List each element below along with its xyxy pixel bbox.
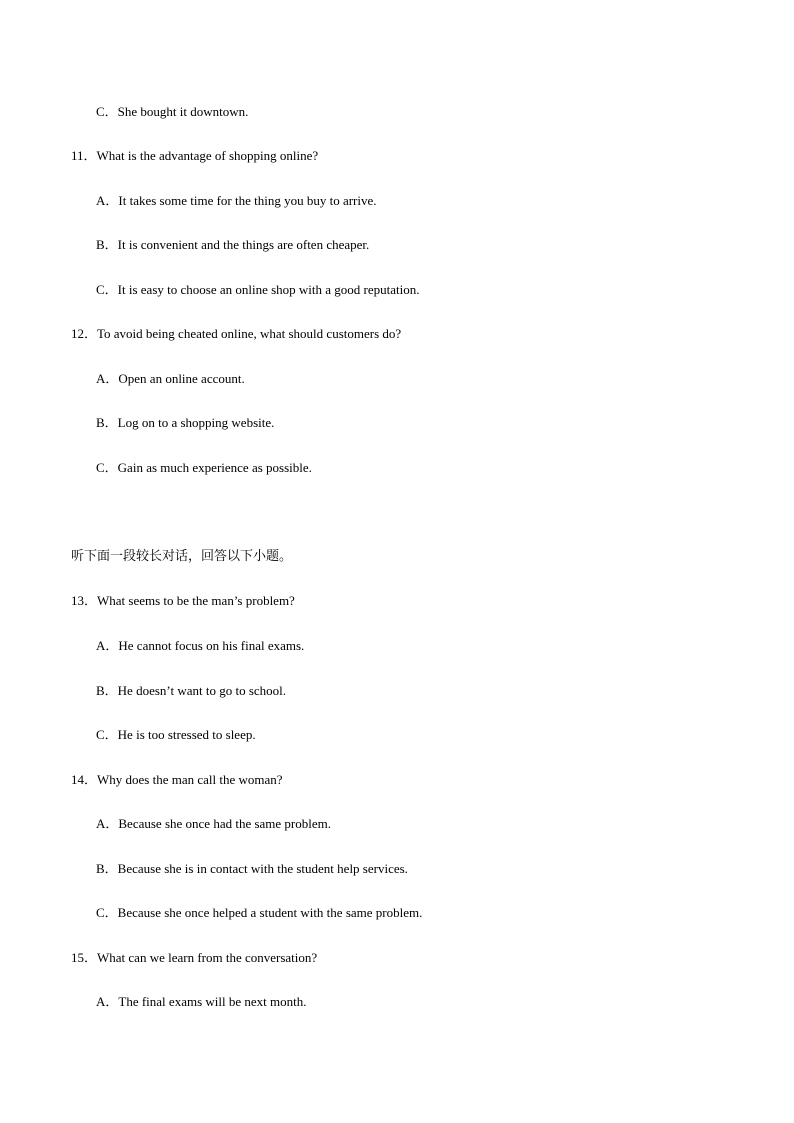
- question-12: 12．To avoid being cheated online, what should customers do?: [71, 326, 402, 341]
- question-11: 11．What is the advantage of shopping online?: [71, 148, 319, 163]
- question-13: 13．What seems to be the man’s problem?: [71, 593, 295, 608]
- q12-option-c: C．Gain as much experience as possible.: [96, 460, 312, 475]
- question-15: 15．What can we learn from the conversation?: [71, 950, 318, 965]
- q12-option-b: B．Log on to a shopping website.: [96, 415, 275, 430]
- q11-option-a: A．It takes some time for the thing you buy to arrive.: [96, 193, 377, 208]
- q13-option-c: C．He is too stressed to sleep.: [96, 727, 256, 742]
- q10-option-c: C．She bought it downtown.: [96, 104, 249, 119]
- q12-option-a: A．Open an online account.: [96, 371, 245, 386]
- q13-option-a: A．He cannot focus on his final exams.: [96, 638, 305, 653]
- q11-option-b: B．It is convenient and the things are often cheaper.: [96, 237, 370, 252]
- q14-option-c: C．Because she once helped a student with the same problem.: [96, 905, 423, 920]
- q14-option-b: B．Because she is in contact with the student help services.: [96, 861, 408, 876]
- q15-option-a: A．The final exams will be next month.: [96, 994, 307, 1009]
- q11-option-c: C．It is easy to choose an online shop with a good reputation.: [96, 282, 420, 297]
- q13-option-b: B．He doesn’t want to go to school.: [96, 683, 287, 698]
- question-14: 14．Why does the man call the woman?: [71, 772, 283, 787]
- q14-option-a: A．Because she once had the same problem.: [96, 816, 332, 831]
- section-instruction: 听下面一段较长对话，回答以下小题。: [71, 549, 293, 564]
